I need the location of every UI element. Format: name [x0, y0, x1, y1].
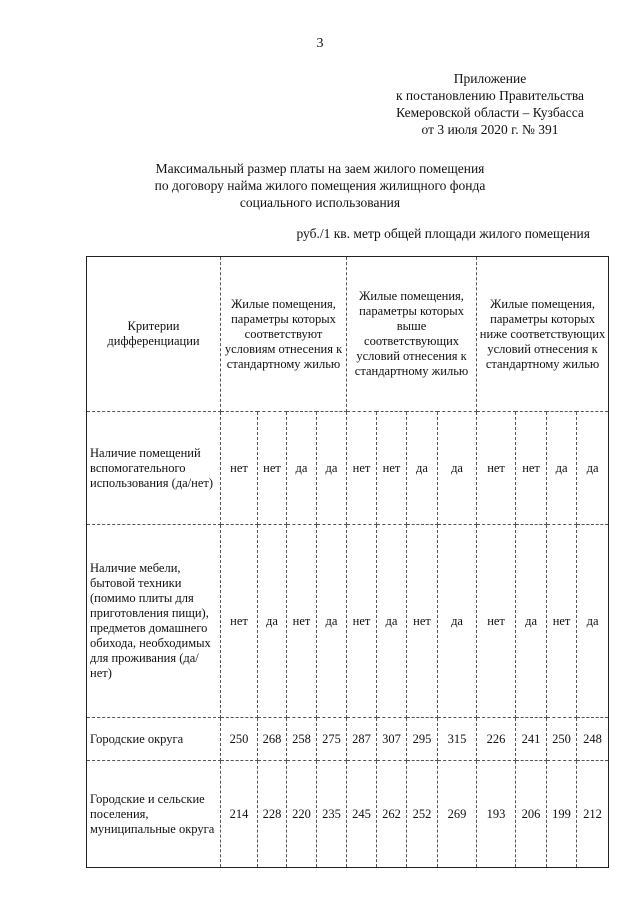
table-row: [87, 718, 609, 761]
document-title: [0, 160, 640, 211]
table-cell: нет: [377, 412, 407, 525]
table-row: [87, 412, 609, 525]
table-cell: да: [438, 525, 477, 718]
table-cell: 250: [547, 718, 577, 761]
table-cell: 226: [477, 718, 516, 761]
table-cell: да: [287, 412, 317, 525]
table-cell: да: [317, 525, 347, 718]
table-cell: да: [577, 525, 609, 718]
appendix-block: [360, 70, 620, 138]
table-cell: нет: [221, 412, 258, 525]
appendix-line: от 3 июля 2020 г. № 391: [421, 122, 559, 137]
table-cell: нет: [547, 525, 577, 718]
row-label: Городские округа: [87, 718, 221, 761]
group-header-below: Жилые помещения, параметры которых ниже соответствующих условий отнесения к стандартному жилью: [477, 257, 609, 412]
table-cell: да: [547, 412, 577, 525]
table-cell: 269: [438, 761, 477, 868]
table-cell: нет: [347, 525, 377, 718]
appendix-line: Приложение: [453, 71, 527, 86]
row-label: Городские и сельские поселения, муниципальные округа: [87, 761, 221, 868]
row-label: Наличие мебели, бытовой техники (помимо плиты для приготовления пищи), предметов домашнего обихода, необходимых для проживания (да/нет): [87, 525, 221, 718]
table-cell: 275: [317, 718, 347, 761]
table-cell: 287: [347, 718, 377, 761]
table-cell: да: [577, 412, 609, 525]
table-cell: нет: [258, 412, 287, 525]
table-cell: нет: [287, 525, 317, 718]
units-note: руб./1 кв. метр общей площади жилого помещения: [296, 226, 590, 241]
title-line: социального использования: [239, 195, 401, 210]
table-header-row: [87, 257, 609, 412]
table-cell: 220: [287, 761, 317, 868]
table-cell: 214: [221, 761, 258, 868]
table-cell: 248: [577, 718, 609, 761]
table-cell: 250: [221, 718, 258, 761]
table-cell: 212: [577, 761, 609, 868]
table-cell: 199: [547, 761, 577, 868]
table-cell: 258: [287, 718, 317, 761]
table-cell: 295: [407, 718, 438, 761]
table-cell: 315: [438, 718, 477, 761]
table-cell: да: [516, 525, 547, 718]
table-cell: 245: [347, 761, 377, 868]
table-cell: да: [407, 412, 438, 525]
table-cell: 307: [377, 718, 407, 761]
group-header-standard: Жилые помещения, параметры которых соответствуют условиям отнесения к стандартному жилью: [221, 257, 347, 412]
appendix-line: Кемеровской области – Кузбасса: [396, 105, 584, 120]
table-cell: 235: [317, 761, 347, 868]
table-cell: 241: [516, 718, 547, 761]
table-cell: нет: [516, 412, 547, 525]
row-label: Наличие помещений вспомогательного использования (да/нет): [87, 412, 221, 525]
table-cell: 228: [258, 761, 287, 868]
table-cell: нет: [221, 525, 258, 718]
group-header-above: Жилые помещения, параметры которых выше соответствующих условий отнесения к стандартному жилью: [347, 257, 477, 412]
table-cell: да: [317, 412, 347, 525]
table-row: [87, 761, 609, 868]
table-cell: нет: [477, 525, 516, 718]
table-cell: да: [438, 412, 477, 525]
table-cell: да: [258, 525, 287, 718]
table-cell: 252: [407, 761, 438, 868]
criteria-header: Критерии дифференциации: [87, 257, 221, 412]
table-cell: нет: [477, 412, 516, 525]
table-row: [87, 525, 609, 718]
appendix-line: к постановлению Правительства: [395, 88, 585, 103]
title-line: по договору найма жилого помещения жилищного фонда: [154, 178, 486, 193]
title-line: Максимальный размер платы на заем жилого помещения: [155, 161, 485, 176]
table-cell: да: [377, 525, 407, 718]
table-cell: 262: [377, 761, 407, 868]
table-cell: 268: [258, 718, 287, 761]
table-cell: нет: [407, 525, 438, 718]
page-number: 3: [316, 36, 324, 51]
fee-table: [86, 256, 609, 868]
table-cell: 193: [477, 761, 516, 868]
table-cell: нет: [347, 412, 377, 525]
table-cell: 206: [516, 761, 547, 868]
